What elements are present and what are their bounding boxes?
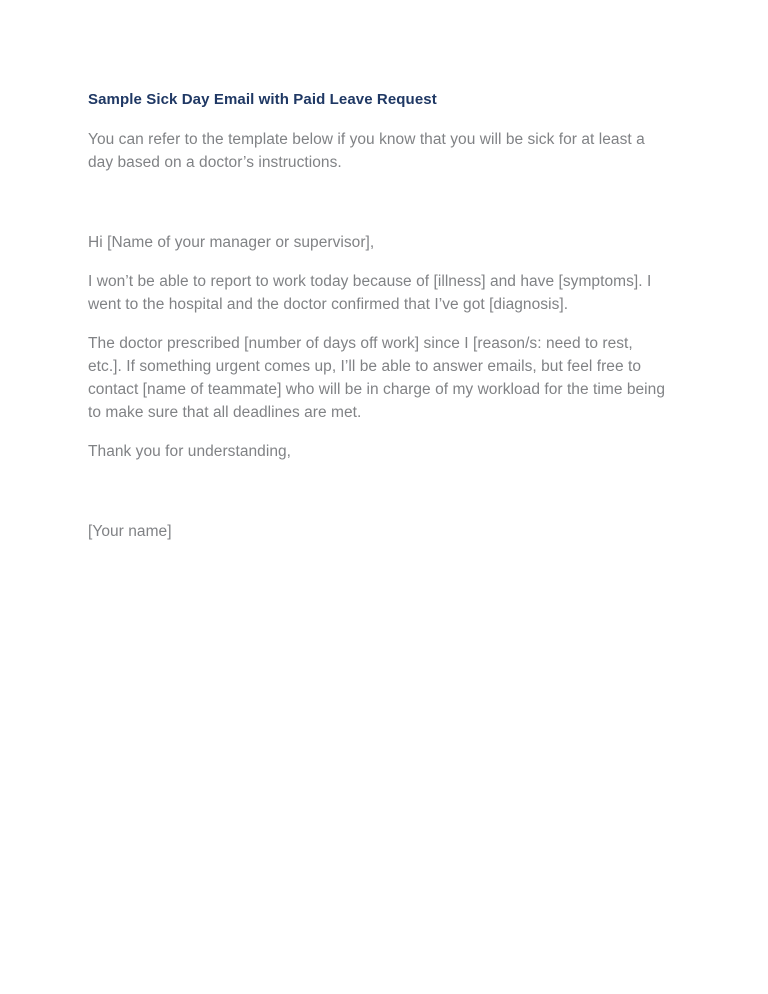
document-body (88, 90, 670, 543)
intro-paragraph: You can refer to the template below if you know that you will be sick for at least a day based on a doctor’s instructions. (88, 131, 645, 171)
email-body-paragraph-1: I won’t be able to report to work today because of [illness] and have [symptoms]. I went to the hospital and the doctor confirmed that I’ve got [diagnosis]. (88, 273, 652, 313)
blank-line-spacer-signature (88, 463, 670, 520)
document-title: Sample Sick Day Email with Paid Leave Request (88, 91, 437, 108)
email-greeting: Hi [Name of your manager or supervisor], (88, 234, 375, 251)
email-body-paragraph-2: The doctor prescribed [number of days off work] since I [reason/s: need to rest, etc.]. If something urgent comes up, I’ll be able to answer emails, but feel free to contact [name of teammate] who will be in charge of my workload for the time being to make sure that all deadlines are met. (88, 335, 666, 421)
blank-line-spacer-top (88, 174, 670, 231)
email-signature: [Your name] (88, 523, 172, 540)
email-closing: Thank you for understanding, (88, 443, 292, 460)
